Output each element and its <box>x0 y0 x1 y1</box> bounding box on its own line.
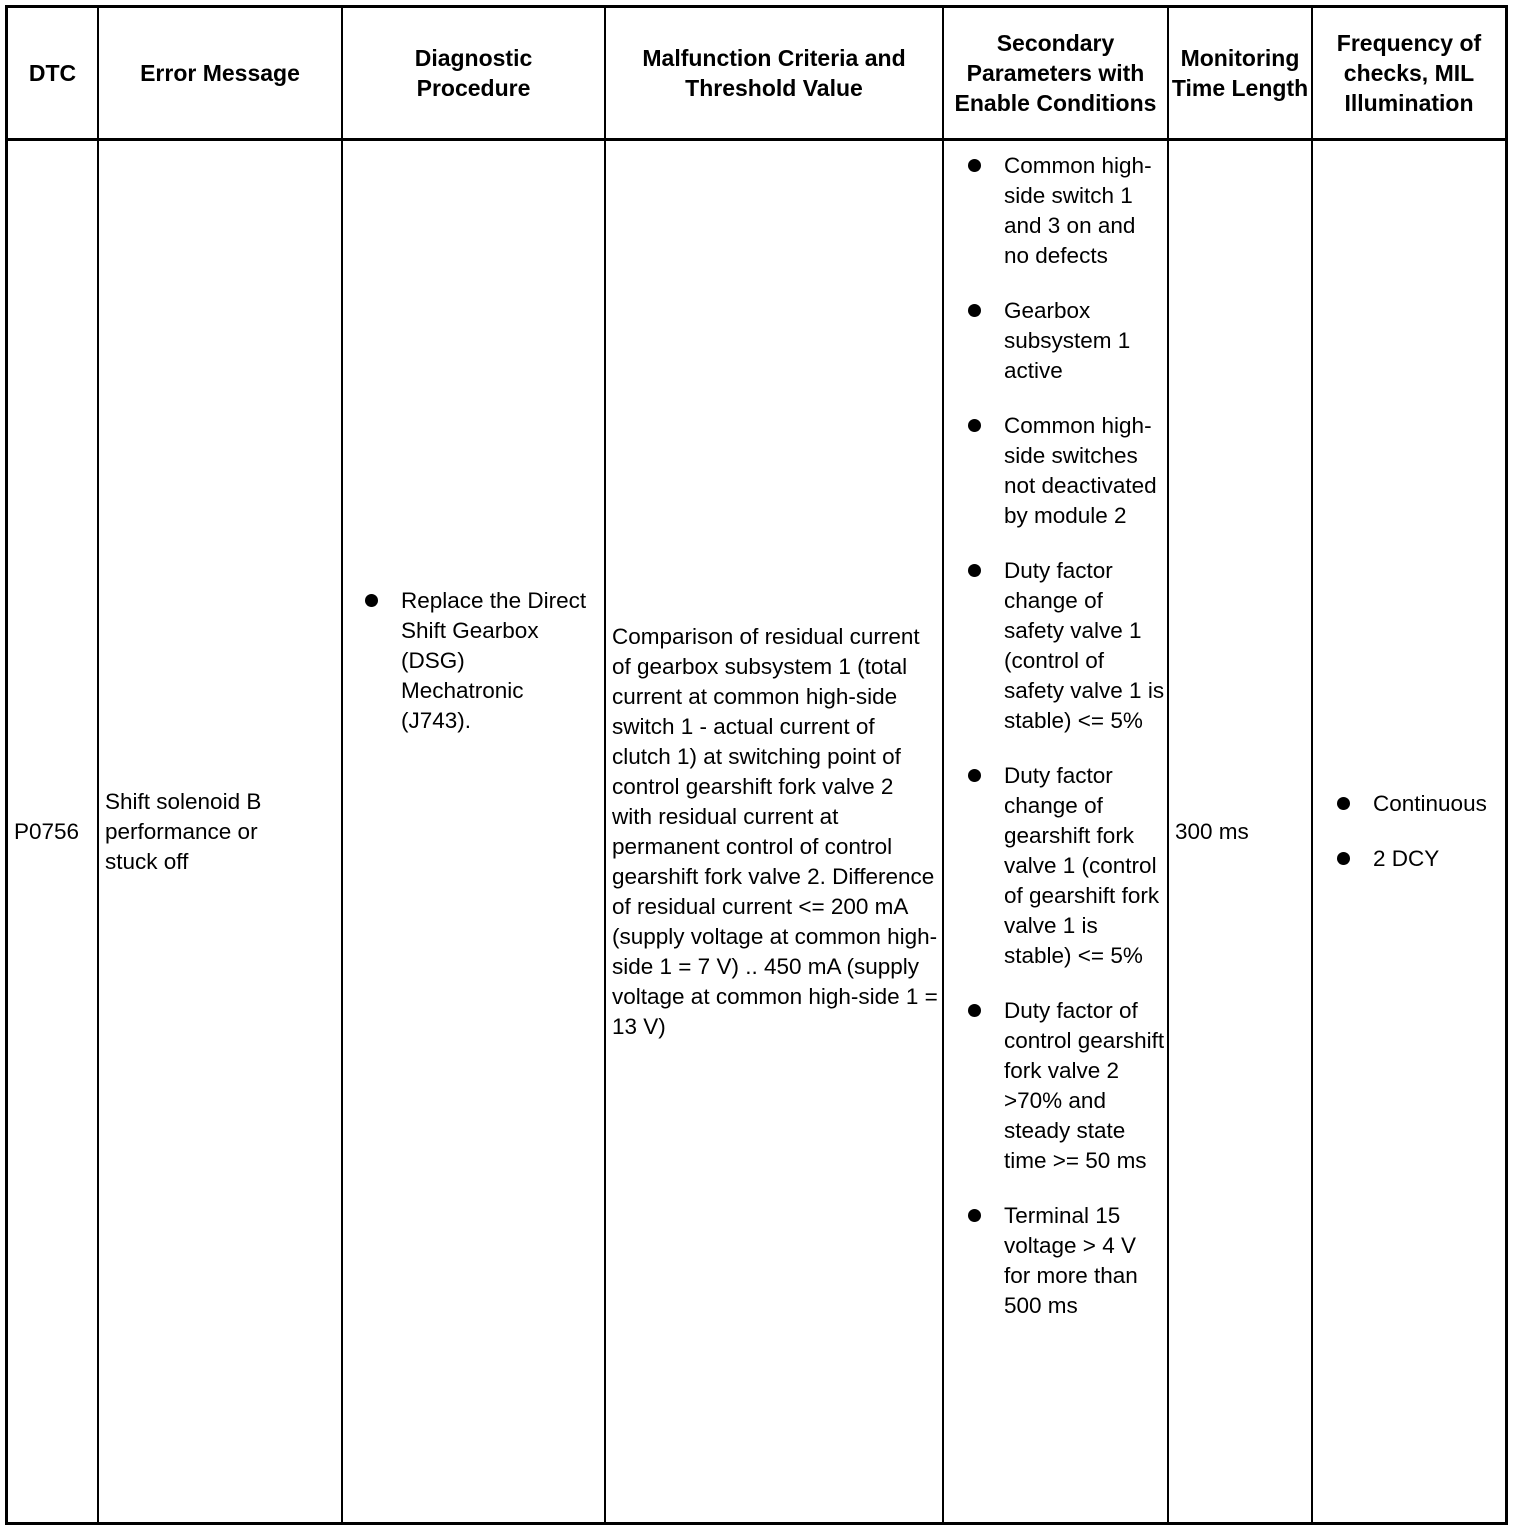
parameter-text: Duty factor of control gearshift fork valve 2 >70% and steady state time >= 50 ms <box>1004 998 1165 1173</box>
bullet-icon <box>1337 797 1350 810</box>
header-diagnostic-procedure: Diagnostic Procedure <box>414 45 533 101</box>
parameter-text: Gearbox subsystem 1 active <box>1004 298 1131 383</box>
list-item <box>968 151 1165 271</box>
procedure-step: Replace the Direct Shift Gearbox (DSG) Mechatronic (J743). <box>401 588 587 733</box>
parameter-text: Duty factor change of safety valve 1 (control of safety valve 1 is stable) <= 5% <box>1004 558 1165 733</box>
diagnostic-procedure-list <box>365 586 590 736</box>
list-item <box>968 296 1165 386</box>
bullet-icon <box>968 1004 981 1017</box>
header-frequency: Frequency of checks, MIL Illumination <box>1336 30 1482 116</box>
malfunction-criteria-text: Comparison of residual current of gearbox subsystem 1 (total current at common high-side switch 1 - actual current of clutch 1) at switching point of control gearshift fork valve 2 with residual current at permanent control of control gearshift fork valve 2. Difference of residual current <= 200 mA (supply voltage at common high-side 1 = 7 V) .. 450 mA (supply voltage at common high-side 1 = 13 V) <box>612 623 938 1039</box>
table-cell-monitoring-time <box>1169 141 1311 1522</box>
parameter-text: Terminal 15 voltage > 4 V for more than 500 ms <box>1004 1203 1138 1318</box>
list-item <box>1337 789 1505 819</box>
parameter-text: Common high-side switch 1 and 3 on and no defects <box>1004 153 1152 268</box>
secondary-parameters-list <box>968 151 1165 1321</box>
header-secondary-parameters: Secondary Parameters with Enable Conditions <box>954 30 1157 116</box>
monitoring-time-text: 300 ms <box>1175 818 1249 844</box>
header-monitoring-time: Monitoring Time Length <box>1171 45 1309 101</box>
list-item <box>968 1201 1165 1321</box>
bullet-icon <box>968 159 981 172</box>
frequency-list <box>1337 789 1505 874</box>
header-malfunction-criteria: Malfunction Criteria and Threshold Value <box>642 45 906 101</box>
parameter-text: Duty factor change of gearshift fork valve 1 (control of gearshift fork valve 1 is stable) <= 5% <box>1004 763 1160 968</box>
list-item <box>968 996 1165 1176</box>
table-cell-frequency <box>1313 141 1505 1522</box>
list-item <box>1337 844 1505 874</box>
bullet-icon <box>968 1209 981 1222</box>
bullet-icon <box>1337 852 1350 865</box>
table-cell-dtc <box>8 141 97 1522</box>
table-cell-malfunction-criteria <box>606 141 942 1522</box>
header-dtc: DTC <box>28 60 77 86</box>
table-cell-diagnostic-procedure <box>343 141 604 1522</box>
table-cell-error-message <box>99 141 341 1522</box>
frequency-text: Continuous <box>1373 791 1487 816</box>
list-item <box>365 586 590 736</box>
parameter-text: Common high-side switches not deactivated by module 2 <box>1004 413 1157 528</box>
frequency-text: 2 DCY <box>1373 846 1440 871</box>
header-error-message: Error Message <box>140 60 300 86</box>
error-message-text: Shift solenoid B performance or stuck off <box>105 788 262 874</box>
table-cell-secondary-parameters <box>944 141 1167 1522</box>
list-item <box>968 761 1165 971</box>
bullet-icon <box>968 419 981 432</box>
list-item <box>968 411 1165 531</box>
bullet-icon <box>968 304 981 317</box>
dtc-code: P0756 <box>14 818 80 844</box>
bullet-icon <box>365 594 378 607</box>
bullet-icon <box>968 769 981 782</box>
bullet-icon <box>968 564 981 577</box>
diagnostic-table <box>5 5 1508 1525</box>
list-item <box>968 556 1165 736</box>
